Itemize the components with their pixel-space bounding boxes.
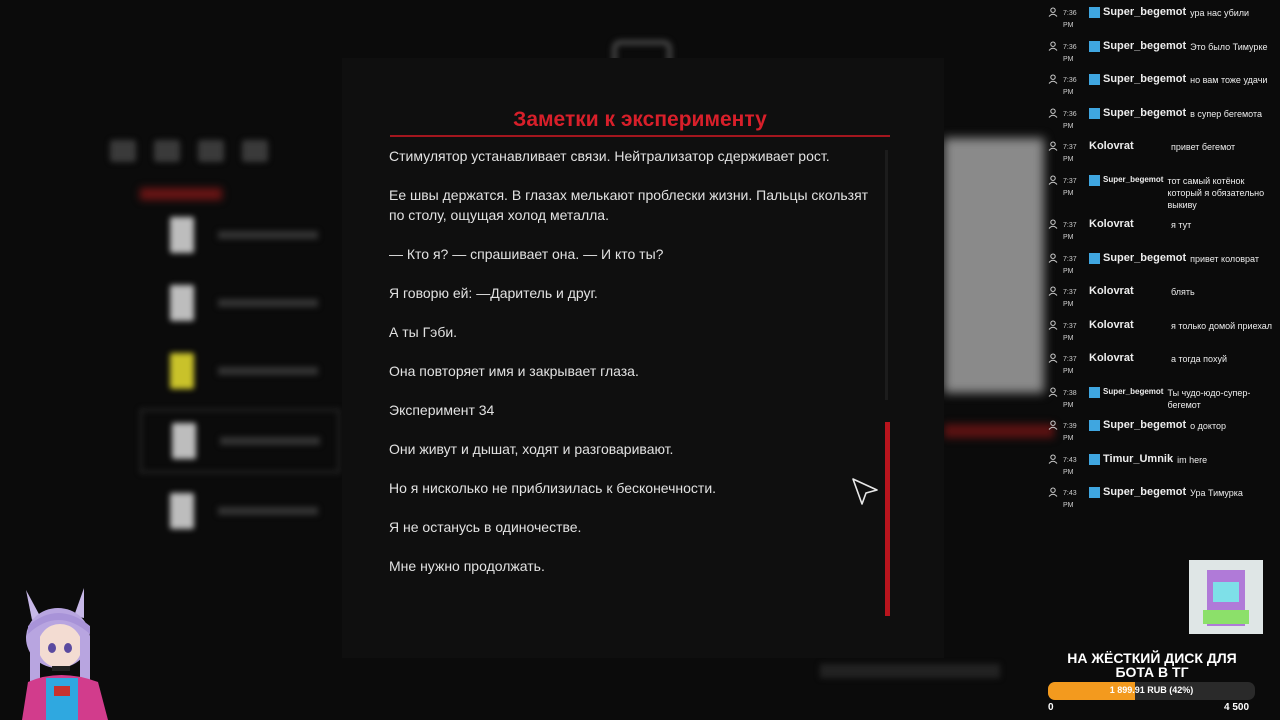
background-section-label — [140, 188, 222, 200]
note-paragraph: Стимулятор устанавливает связи. Нейтрализатор сдерживает рост. — [389, 148, 830, 164]
user-icon — [1048, 320, 1058, 330]
chat-username: Super_begemot — [1103, 251, 1187, 264]
chat-timestamp: 7:37 PM — [1063, 322, 1077, 342]
chat-text: тот самый котёнок который я обязательно выкиву — [1167, 175, 1265, 210]
user-icon — [1048, 420, 1058, 430]
chat-message — [1046, 107, 1280, 133]
chat-message — [1046, 352, 1280, 378]
chat-message — [1046, 218, 1280, 244]
chat-username: Kolovrat — [1089, 218, 1134, 230]
background-document-preview — [944, 138, 1044, 393]
platform-icon — [1089, 454, 1100, 465]
chat-timestamp: 7:39 PM — [1063, 423, 1077, 442]
chat-username: Kolovrat — [1089, 318, 1134, 331]
chat-text: я тут — [1171, 220, 1192, 230]
user-icon — [1048, 286, 1058, 296]
chat-text: а тогда похуй — [1171, 354, 1227, 364]
chat-message — [1046, 73, 1280, 99]
chat-username: Kolovrat — [1089, 140, 1134, 152]
chat-message — [1046, 285, 1280, 311]
goal-title: НА ЖЁСТКИЙ ДИСК ДЛЯ БОТА В ТГ — [1067, 650, 1237, 680]
notes-scroll-area[interactable] — [389, 138, 869, 608]
platform-icon — [1089, 487, 1100, 498]
chat-message — [1046, 419, 1280, 445]
chat-message — [1046, 6, 1280, 32]
goal-max: 4 500 — [1224, 702, 1250, 713]
chat-text: блять — [1171, 287, 1195, 297]
note-paragraph: — Кто я? — спрашивает она. — И кто ты? — [389, 246, 664, 262]
platform-icon — [1089, 175, 1100, 186]
chat-message — [1046, 174, 1280, 211]
user-icon — [1048, 353, 1058, 363]
chat-username: Super_begemot — [1103, 106, 1187, 119]
user-icon — [1048, 219, 1058, 229]
chat-message — [1046, 140, 1280, 166]
vtuber-avatar — [18, 586, 113, 720]
chat-message — [1046, 453, 1280, 479]
user-icon — [1048, 175, 1058, 185]
chat-text: но вам тоже удачи — [1190, 75, 1268, 85]
chat-timestamp: 7:37 PM — [1063, 255, 1077, 275]
chat-username: Super_begemot — [1103, 174, 1164, 184]
chat-username: Kolovrat — [1089, 352, 1134, 364]
note-paragraph: Ее швы держатся. В глазах мелькают проблески жизни. Пальцы скользят по столу, ощущая холод металла. — [389, 187, 869, 223]
chat-username: Super_begemot — [1103, 6, 1187, 18]
chat-timestamp: 7:43 PM — [1063, 490, 1077, 509]
chat-message — [1046, 386, 1280, 412]
note-paragraph: Они живут и дышат, ходят и разговаривают. — [389, 441, 674, 457]
background-action-button — [944, 424, 1054, 438]
chat-username: Super_begemot — [1103, 39, 1187, 52]
chat-message — [1046, 40, 1280, 66]
chat-message — [1046, 319, 1280, 345]
platform-icon — [1089, 7, 1100, 18]
title-divider — [390, 135, 890, 137]
scrollbar-thumb[interactable] — [885, 422, 890, 616]
goal-progress-bar — [1048, 682, 1255, 700]
user-icon — [1048, 253, 1058, 263]
chat-timestamp: 7:37 PM — [1063, 222, 1077, 241]
user-icon — [1048, 74, 1058, 84]
chat-timestamp: 7:36 PM — [1063, 77, 1077, 96]
chat-message — [1046, 486, 1280, 512]
chat-timestamp: 7:37 PM — [1063, 356, 1077, 375]
chat-timestamp: 7:37 PM — [1063, 177, 1077, 197]
note-paragraph: Мне нужно продолжать. — [389, 558, 545, 574]
platform-icon — [1089, 387, 1100, 398]
note-paragraph: Но я нисколько не приблизилась к бесконечности. — [389, 480, 717, 496]
platform-icon — [1089, 108, 1100, 119]
chat-message — [1046, 252, 1280, 278]
chat-timestamp: 7:36 PM — [1063, 110, 1077, 130]
chat-text: привет коловрат — [1190, 253, 1259, 264]
chat-text: я только домой приехал — [1171, 320, 1273, 331]
user-icon — [1048, 487, 1058, 497]
chat-username: Kolovrat — [1089, 285, 1134, 297]
user-icon — [1048, 41, 1058, 51]
chat-timestamp: 7:38 PM — [1063, 389, 1077, 409]
chat-timestamp: 7:43 PM — [1063, 456, 1077, 476]
goal-min: 0 — [1048, 702, 1054, 713]
chat-username: Super_begemot — [1103, 419, 1187, 431]
chat-text: Это было Тимурке — [1190, 41, 1268, 52]
chat-text: Ура Тимурка — [1190, 488, 1243, 498]
chat-username: Super_begemot — [1103, 486, 1187, 498]
goal-gift-image — [1189, 560, 1263, 634]
stream-chat — [1046, 6, 1280, 520]
chat-username: Super_begemot — [1103, 386, 1164, 396]
platform-icon — [1089, 74, 1100, 85]
chat-text: im here — [1177, 454, 1208, 465]
note-paragraph: А ты Гэби. — [389, 324, 458, 340]
chat-username: Timur_Umnik — [1103, 452, 1174, 465]
modal-title: Заметки к эксперименту — [513, 108, 767, 131]
platform-icon — [1089, 420, 1100, 431]
goal-amount: 1 899.91 RUB (42%) — [1109, 685, 1194, 695]
user-icon — [1048, 387, 1058, 397]
background-hint-bar — [820, 664, 1000, 678]
background-toolbar — [110, 140, 268, 162]
user-icon — [1048, 141, 1058, 151]
platform-icon — [1089, 253, 1100, 264]
user-icon — [1048, 454, 1058, 464]
user-icon — [1048, 108, 1058, 118]
chat-timestamp: 7:37 PM — [1063, 144, 1077, 163]
mouse-cursor-icon — [850, 476, 880, 508]
chat-timestamp: 7:37 PM — [1063, 289, 1077, 308]
chat-timestamp: 7:36 PM — [1063, 10, 1077, 29]
note-paragraph: Я не останусь в одиночестве. — [389, 519, 582, 535]
platform-icon — [1089, 41, 1100, 52]
chat-username: Super_begemot — [1103, 73, 1187, 85]
chat-text: ура нас убили — [1190, 8, 1250, 18]
note-paragraph: Она повторяет имя и закрывает глаза. — [389, 363, 639, 379]
user-icon — [1048, 7, 1058, 17]
chat-timestamp: 7:36 PM — [1063, 43, 1077, 63]
chat-text: о доктор — [1190, 421, 1226, 431]
background-item-list — [140, 205, 340, 549]
scrollbar-track[interactable] — [885, 150, 888, 400]
chat-text: Ты чудо-юдо-супер-бегемот — [1167, 387, 1251, 410]
note-paragraph: Эксперимент 34 — [389, 402, 495, 418]
chat-text: привет бегемот — [1171, 142, 1236, 152]
note-paragraph: Я говорю ей: —Даритель и друг. — [389, 285, 598, 301]
chat-text: в супер бегемота — [1190, 108, 1262, 119]
